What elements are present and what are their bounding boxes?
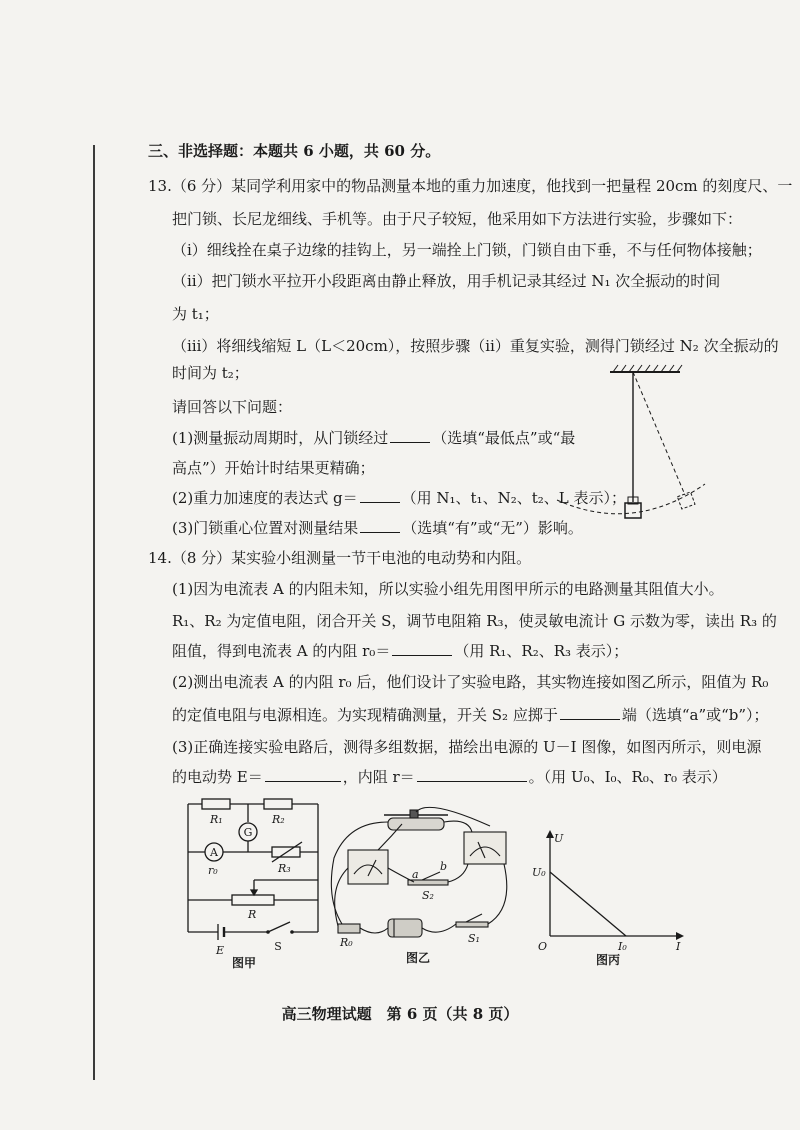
figure-jia-circuit <box>178 792 328 972</box>
q13-sub1-post: （选填“最低点”或“最 <box>432 429 576 447</box>
resistor-r1 <box>202 799 230 809</box>
q13-sub1b: 高点”）开始计时结果更精确； <box>172 459 375 477</box>
q13-line2: 把门锁、长尼龙细线、手机等。由于尺子较短，他采用如下方法进行实验，步骤如下： <box>172 210 743 228</box>
q14-line1: 14.（8 分）某实验小组测量一节干电池的电动势和内阻。 <box>148 549 532 567</box>
q13-step3a: （ⅲ）将细线缩短 L（L＜20cm），按照步骤（ⅱ）重复实验，测得门锁经过 N₂ 次全振动的 <box>172 337 779 355</box>
margin-rule <box>93 145 95 1080</box>
answer-blank <box>560 705 620 720</box>
swing-arc <box>557 484 705 514</box>
label-u-axis: U <box>554 832 564 845</box>
q13-sub1-pre: (1)测量振动周期时，从门锁经过 <box>172 429 389 447</box>
q13-line1: 13.（6 分）某同学利用家中的物品测量本地的重力加速度，他找到一把量程 20cm 的刻度尺、一 <box>148 177 793 195</box>
switch-s1-device <box>456 922 488 927</box>
q14-sub1c-pre: 阻值，得到电流表 A 的内阻 r₀＝ <box>172 642 391 660</box>
q14-sub3b-mid: ，内阻 r＝ <box>342 768 415 786</box>
q14-sub2b-pre: 的定值电阻与电源相连。为实现精确测量，开关 S₂ 应掷于 <box>172 706 558 724</box>
q14-sub1a: (1)因为电流表 A 的内阻未知，所以实验小组先用图甲所示的电路测量其阻值大小。 <box>172 580 724 598</box>
label-b-terminal: b <box>440 860 448 873</box>
label-r0: r₀ <box>208 864 218 877</box>
displaced-string <box>633 372 685 495</box>
door-lock <box>625 503 641 518</box>
ammeter-device <box>464 832 506 864</box>
q13-step1: （ⅰ）细线拴在桌子边缘的挂钩上，另一端拴上门锁，门锁自由下垂，不与任何物体接触； <box>172 241 762 259</box>
resistor-r0-device <box>338 924 360 933</box>
q13-prompt: 请回答以下问题： <box>172 398 293 416</box>
answer-blank <box>360 518 400 533</box>
label-r1: R₁ <box>210 813 223 826</box>
q13-step2b: 为 t₁； <box>172 305 219 323</box>
label-origin: O <box>538 940 548 953</box>
q13-sub3-post: （选填“有”或“无”）影响。 <box>402 519 583 537</box>
q13-sub3-pre: (3)门锁重心位置对测量结果 <box>172 519 359 537</box>
answer-blank <box>390 428 430 443</box>
label-s: S <box>274 940 282 953</box>
figure-yi-wiring <box>318 798 528 970</box>
label-a: A <box>210 846 218 859</box>
label-a-terminal: a <box>412 868 419 881</box>
q14-sub2b <box>172 705 769 725</box>
caption-yi: 图乙 <box>406 951 431 965</box>
rheostat-r <box>232 895 274 905</box>
answer-blank <box>265 767 341 782</box>
label-i-axis: I <box>676 940 681 953</box>
label-r2: R₂ <box>272 813 285 826</box>
caption-jia: 图甲 <box>232 956 257 970</box>
label-e: E <box>216 944 225 957</box>
switch-s <box>268 922 290 932</box>
label-r3: R₃ <box>278 862 291 875</box>
q14-sub3b-pre: 的电动势 E＝ <box>172 768 263 786</box>
label-s2: S₂ <box>422 889 434 902</box>
q13-sub2-pre: (2)重力加速度的表达式 g＝ <box>172 489 358 507</box>
ceiling-hatch <box>610 365 682 372</box>
label-g: G <box>243 826 253 839</box>
answer-blank <box>417 767 527 782</box>
battery-device <box>388 919 422 937</box>
page-footer: 高三物理试题 第 6 页（共 8 页） <box>281 1005 519 1023</box>
pendulum-figure <box>555 362 725 532</box>
label-r: R <box>248 908 257 921</box>
ui-line <box>550 872 626 936</box>
q14-sub1b: R₁、R₂ 为定值电阻，闭合开关 S，调节电阻箱 R₃，使灵敏电流计 G 示数为零，读出 R₃ 的 <box>172 612 777 630</box>
label-s1: S₁ <box>468 932 480 945</box>
label-r0-device: R₀ <box>340 936 353 949</box>
q14-sub2a: (2)测出电流表 A 的内阻 r₀ 后，他们设计了实验电路，其实物连接如图乙所示，阻值为 R₀ <box>172 673 769 691</box>
resistor-r2 <box>264 799 292 809</box>
q13-step2a: （ⅱ）把门锁水平拉开小段距离由静止释放，用手机记录其经过 N₁ 次全振动的时间 <box>172 272 721 290</box>
voltmeter-device <box>348 850 388 884</box>
figure-bing-ui-graph <box>530 830 690 970</box>
q14-sub3b <box>172 767 727 787</box>
q13-sub3 <box>172 518 583 538</box>
q14-sub2b-post: 端（选填“a”或“b”）； <box>621 706 769 724</box>
section-heading: 三、非选择题：本题共 6 小题，共 60 分。 <box>148 142 441 160</box>
q13-sub1 <box>172 428 575 448</box>
label-i0: I₀ <box>618 940 627 953</box>
q14-sub1c-post: （用 R₁、R₂、R₃ 表示）； <box>454 642 629 660</box>
label-u0: U₀ <box>532 866 546 879</box>
answer-blank <box>392 641 452 656</box>
q14-sub3b-post: 。（用 U₀、I₀、R₀、r₀ 表示） <box>528 768 727 786</box>
displaced-lock <box>677 492 695 509</box>
q13-sub2-post: （用 N₁、t₁、N₂、t₂、L 表示）； <box>401 489 626 507</box>
rheostat-device <box>388 818 444 830</box>
q14-sub1c <box>172 641 628 661</box>
caption-bing: 图丙 <box>596 953 621 967</box>
q14-sub3a: (3)正确连接实验电路后，测得多组数据，描绘出电源的 U－I 图像，如图丙所示，则电源 <box>172 738 762 756</box>
q13-step3b: 时间为 t₂； <box>172 364 249 382</box>
answer-blank <box>360 488 400 503</box>
